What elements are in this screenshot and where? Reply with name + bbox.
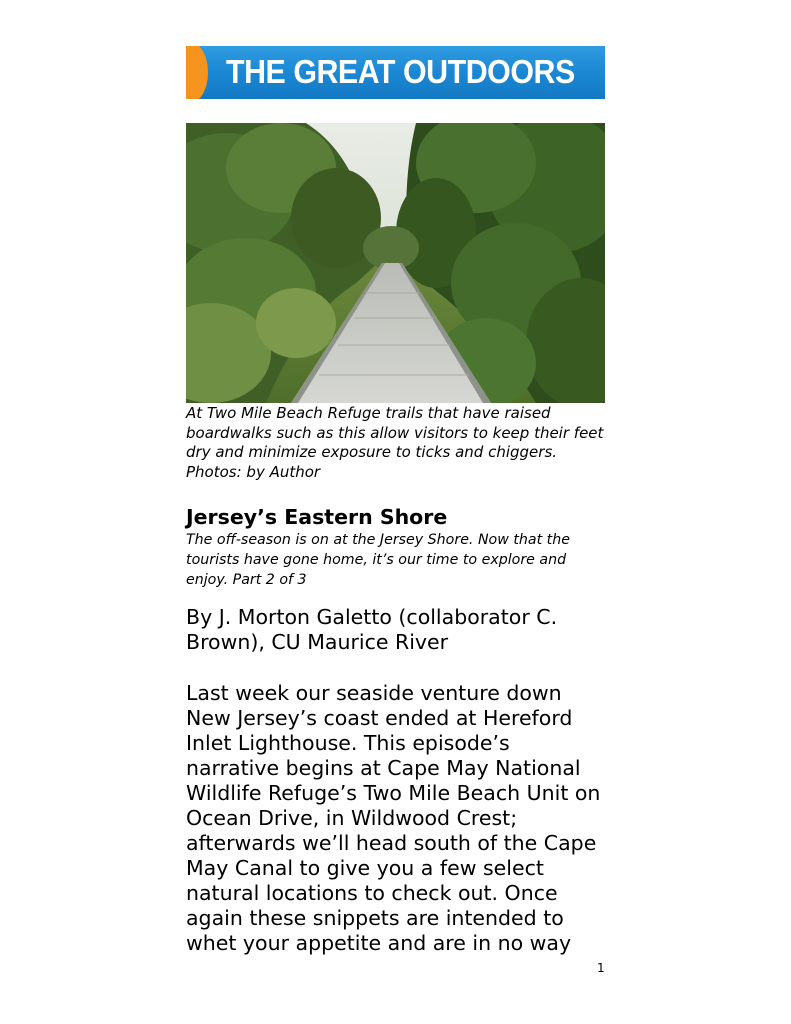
article-byline: By J. Morton Galetto (collaborator C. Brown), CU Maurice River bbox=[186, 605, 558, 654]
banner-title: THE GREAT OUTDOORS bbox=[226, 53, 575, 90]
boardwalk-photo bbox=[186, 123, 605, 403]
article-headline: Jersey’s Eastern Shore bbox=[186, 505, 448, 529]
article-body: Last week our seaside venture down New Jersey’s coast ended at Hereford Inlet Lighthouse. This episode’s narrative begins at Cape May National Wildlife Refuge’s Two Mile Beach Unit on Ocean Drive, in Wildwood Crest; afterwards we’ll head south of the Cape May Canal to give you a few select natural locations to check out. Once again these snippets are intended to whet your appetite and are in no way bbox=[186, 681, 601, 955]
banner-orange-accent bbox=[186, 46, 208, 99]
page-number: 1 bbox=[597, 961, 605, 975]
article-deck: The off-season is on at the Jersey Shore. Now that the tourists have gone home, it’s our time to explore and enjoy. Part 2 of 3 bbox=[186, 532, 570, 588]
photo-caption: At Two Mile Beach Refuge trails that have raised boardwalks such as this allow visitors to keep their feet dry and minimize exposure to ticks and chiggers. Photos: by Author bbox=[186, 404, 604, 481]
boardwalk-illustration bbox=[186, 123, 605, 403]
section-banner bbox=[186, 46, 605, 99]
